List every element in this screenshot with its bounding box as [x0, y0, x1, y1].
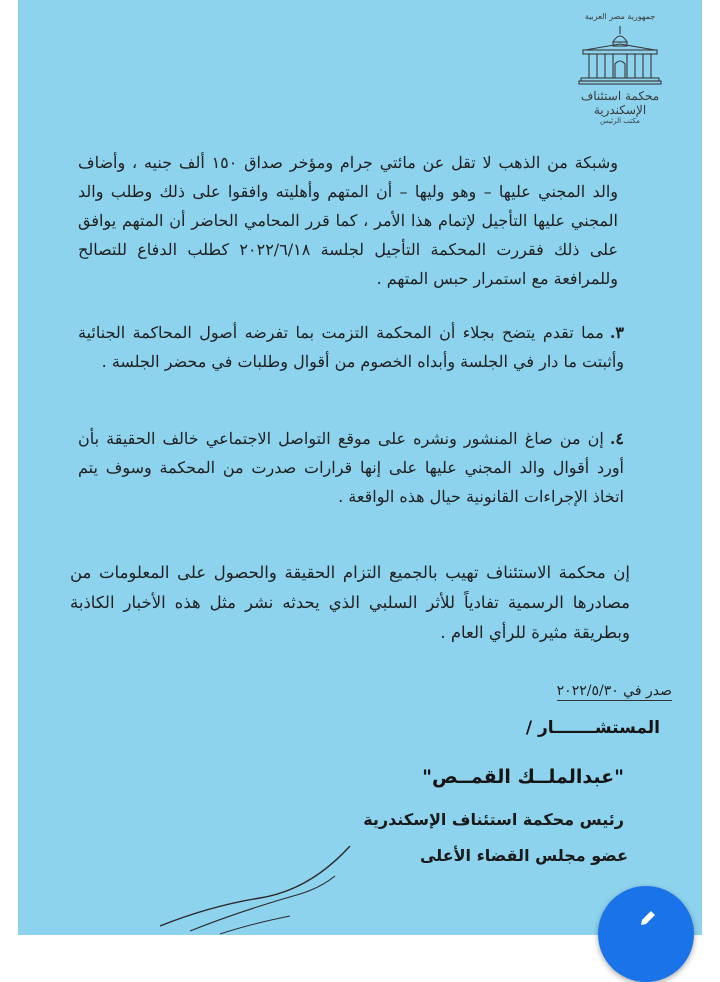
signatory-membership: عضو مجلس القضاء الأعلى [419, 846, 628, 865]
signatory-title: المستشـــــــار / [525, 718, 660, 738]
signatory-name: "عبدالملــك القمــص" [422, 766, 624, 788]
court-name: محكمة استئناف الإسكندرية [580, 89, 660, 117]
issue-date: صدر في ٢٠٢٢/٥/٣٠ [556, 683, 672, 699]
court-building-icon [575, 24, 665, 86]
handwritten-signature-icon [150, 836, 360, 936]
list-number: ٣. [609, 323, 624, 342]
country-name: جمهورية مصر العربية [584, 12, 656, 21]
pencil-icon [638, 908, 658, 928]
edit-fab-button[interactable] [598, 886, 694, 982]
paragraph-continuation: وشبكة من الذهب لا تقل عن مائتي جرام ومؤخر صداق ١٥٠ ألف جنيه ، وأضاف والد المجني عليها – وهو وليها – أن المتهم وأهليته وافقوا على ذلك وطلب والد المجني عليها التأجيل لإتمام هذا الأمر ، كما قرر المحامي الحاضر أن المتهم يوافق على ذلك فقررت المحكمة التأجيل لجلسة ٢٠٢٢/٦/١٨ كطلب الدفاع للتصالح وللمرافعة مع استمرار حبس المتهم . [78, 153, 619, 288]
closing-statement: إن محكمة الاستئناف تهيب بالجميع التزام الحقيقة والحصول على المعلومات من مصادرها الرسمية تفادياً للأثر السلبي الذي يحدثه نشر مثل هذه الأخبار الكاذبة وبطريقة مثيرة للرأي العام . [70, 563, 630, 642]
list-item-4 [78, 424, 624, 511]
page-margin-left [0, 0, 18, 935]
signatory-role: رئيس محكمة استئناف الإسكندرية [363, 810, 624, 829]
list-item-text: إن من صاغ المنشور ونشره على موقع التواصل الاجتماعي خالف الحقيقة بأن أورد أقوال والد المجني عليها على إنها قرارات صدرت من المحكمة وسوف يتم اتخاذ الإجراءات القانونية حيال هذه الواقعة . [78, 429, 624, 506]
letterhead [560, 12, 680, 126]
office-name: مكتب الرئيس [600, 117, 640, 125]
list-item-text: مما تقدم يتضح بجلاء أن المحكمة التزمت بما تفرضه أصول المحاكمة الجنائية وأثبتت ما دار في الجلسة وأبداه الخصوم من أقوال وطلبات في محضر الجلسة . [78, 323, 624, 371]
list-number: ٤. [609, 429, 624, 448]
list-item-3 [78, 318, 624, 376]
page-margin-right [702, 0, 720, 935]
